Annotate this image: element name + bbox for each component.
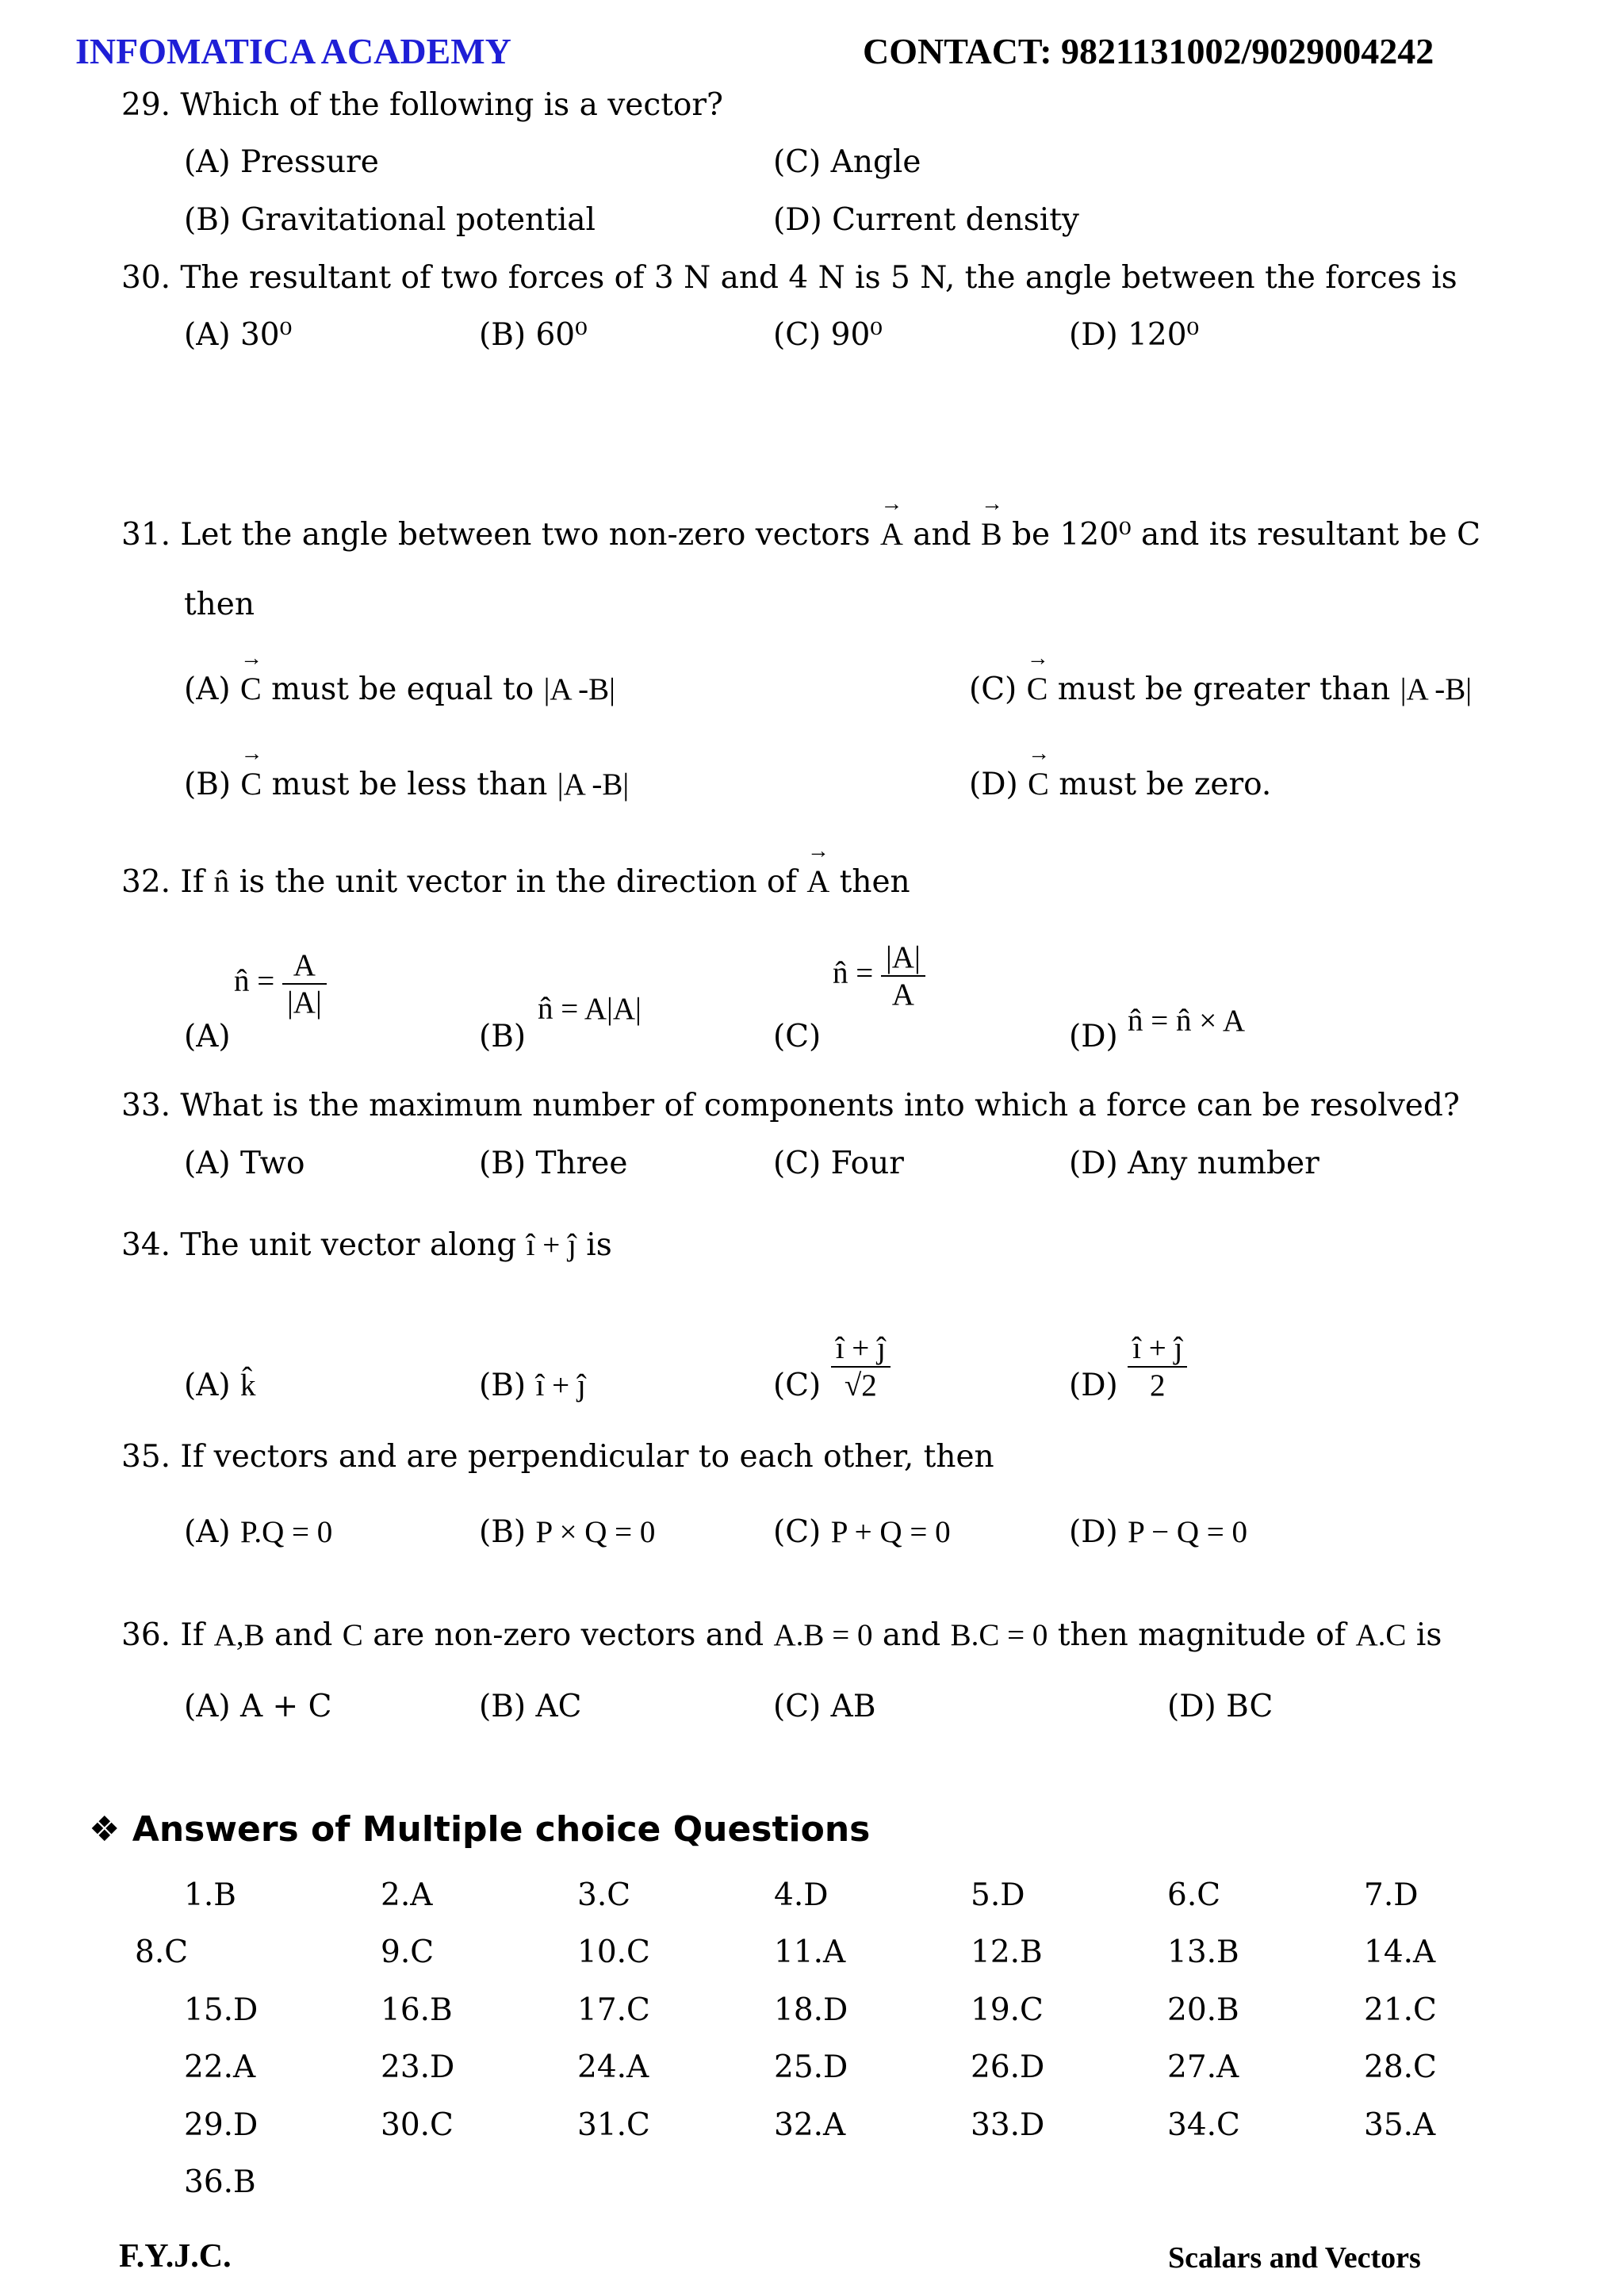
vector-c: → C (1026, 646, 1049, 706)
q32-option-c-expr: n̂ = $\frac{|A|}{A}$ (833, 939, 925, 1012)
q36-option-a: (A) A + C (184, 1689, 332, 1724)
answer-item: 28.C (1364, 2049, 1437, 2085)
q31-then: then (184, 587, 255, 622)
answer-item: 2.A (381, 1877, 433, 1913)
q35-option-d: (D) P − Q = 0 (1069, 1514, 1248, 1550)
header-contact: CONTACT: 9821131002/9029004242 (863, 31, 1434, 71)
q31-and: and (913, 517, 971, 553)
answer-item: 9.C (381, 1934, 435, 1970)
vector-b: → B (980, 492, 1003, 552)
answer-item: 34.C (1167, 2107, 1240, 2143)
q33-text: 33. What is the maximum number of components into which a force can be resolved? (121, 1088, 1460, 1123)
answer-item: 20.B (1167, 1992, 1239, 2028)
q31-line1 (121, 492, 1481, 553)
answer-item: 33.D (971, 2107, 1045, 2143)
answer-item: 22.A (184, 2049, 256, 2085)
unit-vector-n: n̂ (213, 865, 230, 899)
q30-option-a: (A) 30⁰ (184, 317, 293, 353)
q35-option-a: (A) P.Q = 0 (184, 1514, 333, 1550)
answer-item: 19.C (971, 1992, 1044, 2028)
q35-option-b: (B) P × Q = 0 (479, 1514, 656, 1550)
answer-item: 23.D (381, 2049, 455, 2085)
answer-item: 30.C (381, 2107, 454, 2143)
footer-class: F.Y.J.C. (119, 2238, 232, 2275)
q32-option-c-label: (C) (773, 1019, 822, 1054)
q31-text-part1: 31. Let the angle between two non-zero vectors (121, 517, 871, 553)
q34-option-a: (A) k̂ (184, 1368, 256, 1403)
q34-line: 34. The unit vector along î + ĵ is (121, 1227, 612, 1263)
q29-option-d: (D) Current density (773, 202, 1079, 238)
q33-option-a: (A) Two (184, 1146, 305, 1181)
q30-option-c: (C) 90⁰ (773, 317, 883, 353)
q36-option-b: (B) AC (479, 1689, 582, 1724)
header-academy: INFOMATICA ACADEMY (75, 31, 511, 71)
vector-a: → A (879, 492, 903, 552)
vector-a: → A (806, 839, 830, 899)
answer-item: 16.B (381, 1992, 453, 2028)
q35-option-c: (C) P + Q = 0 (773, 1514, 951, 1550)
vector-c: → C (240, 646, 263, 706)
vector-c: → C (1028, 741, 1051, 802)
q30-option-b: (B) 60⁰ (479, 317, 588, 353)
q29-text: 29. Which of the following is a vector? (121, 87, 723, 123)
answer-item: 11.A (774, 1934, 846, 1970)
q34-option-c: (C) $\frac{î + ĵ}{√2}$ (773, 1304, 891, 1403)
answer-item: 25.D (774, 2049, 848, 2085)
q33-option-d: (D) Any number (1069, 1146, 1320, 1181)
answer-item: 17.C (577, 1992, 650, 2028)
answer-item: 7.D (1364, 1877, 1419, 1913)
answer-item: 26.D (971, 2049, 1045, 2085)
answers-heading: ❖ Answers of Multiple choice Questions (89, 1809, 871, 1850)
q32-option-a-label: (A) (184, 1019, 231, 1054)
q31-option-b: (B) → C must be less than |A -B| (184, 741, 630, 802)
q31-option-c: (C) → C must be greater than |A -B| (969, 646, 1473, 707)
q32-option-b-label: (B) (479, 1019, 527, 1054)
answer-item: 15.D (184, 1992, 259, 2028)
q34-option-b: (B) î + ĵ (479, 1368, 586, 1403)
q32-option-a-expr: n̂ = $\frac{A}{|A|}$ (234, 947, 327, 1020)
answer-item: 8.C (135, 1934, 189, 1970)
answer-item: 14.A (1364, 1934, 1436, 1970)
q32-option-d-label: (D) (1069, 1019, 1118, 1054)
answer-item: 18.D (774, 1992, 848, 2028)
answer-item: 31.C (577, 2107, 650, 2143)
q29-option-c: (C) Angle (773, 144, 921, 180)
q36-option-d: (D) BC (1167, 1689, 1274, 1724)
q36-option-c: (C) AB (773, 1689, 876, 1724)
footer-chapter: Scalars and Vectors (1168, 2241, 1421, 2275)
answer-item: 21.C (1364, 1992, 1437, 2028)
q32-option-d-expr: n̂ = n̂ × A (1128, 1004, 1246, 1038)
q31-text-part2: be 120⁰ and its resultant be C (1012, 517, 1481, 553)
answer-item: 36.B (184, 2164, 256, 2200)
q30-text: 30. The resultant of two forces of 3 N and 4 N is 5 N, the angle between the forces is (121, 260, 1457, 296)
q33-option-c: (C) Four (773, 1146, 904, 1181)
vector-c: → C (240, 741, 263, 802)
answer-item: 24.A (577, 2049, 649, 2085)
q36-line: 36. If A,B and C are non-zero vectors and A.B = 0 and B.C = 0 then magnitude of A.C is (121, 1617, 1442, 1653)
answer-item: 5.D (971, 1877, 1025, 1913)
q32-option-b-expr: n̂ = A|A| (538, 992, 642, 1026)
q29-option-b: (B) Gravitational potential (184, 202, 596, 238)
q34-expression: î + ĵ (526, 1228, 576, 1262)
q30-option-d: (D) 120⁰ (1069, 317, 1200, 353)
q33-option-b: (B) Three (479, 1146, 628, 1181)
answer-item: 32.A (774, 2107, 846, 2143)
q35-text: 35. If vectors and are perpendicular to each other, then (121, 1439, 994, 1475)
answer-item: 1.B (184, 1877, 236, 1913)
q31-option-a: (A) → C must be equal to |A -B| (184, 646, 615, 707)
answer-item: 27.A (1167, 2049, 1239, 2085)
answer-item: 4.D (774, 1877, 829, 1913)
q31-option-d: (D) → C must be zero. (969, 741, 1272, 802)
answer-item: 29.D (184, 2107, 259, 2143)
answer-item: 13.B (1167, 1934, 1239, 1970)
answer-item: 12.B (971, 1934, 1043, 1970)
k-hat: k̂ (240, 1368, 256, 1402)
q34-option-d: (D) $\frac{î + ĵ}{2}$ (1069, 1304, 1187, 1403)
q29-option-a: (A) Pressure (184, 144, 379, 180)
answer-item: 6.C (1167, 1877, 1221, 1913)
answer-item: 3.C (577, 1877, 631, 1913)
answer-item: 35.A (1364, 2107, 1436, 2143)
q32-line: 32. If n̂ is the unit vector in the direction of → A then (121, 839, 910, 900)
answer-item: 10.C (577, 1934, 650, 1970)
